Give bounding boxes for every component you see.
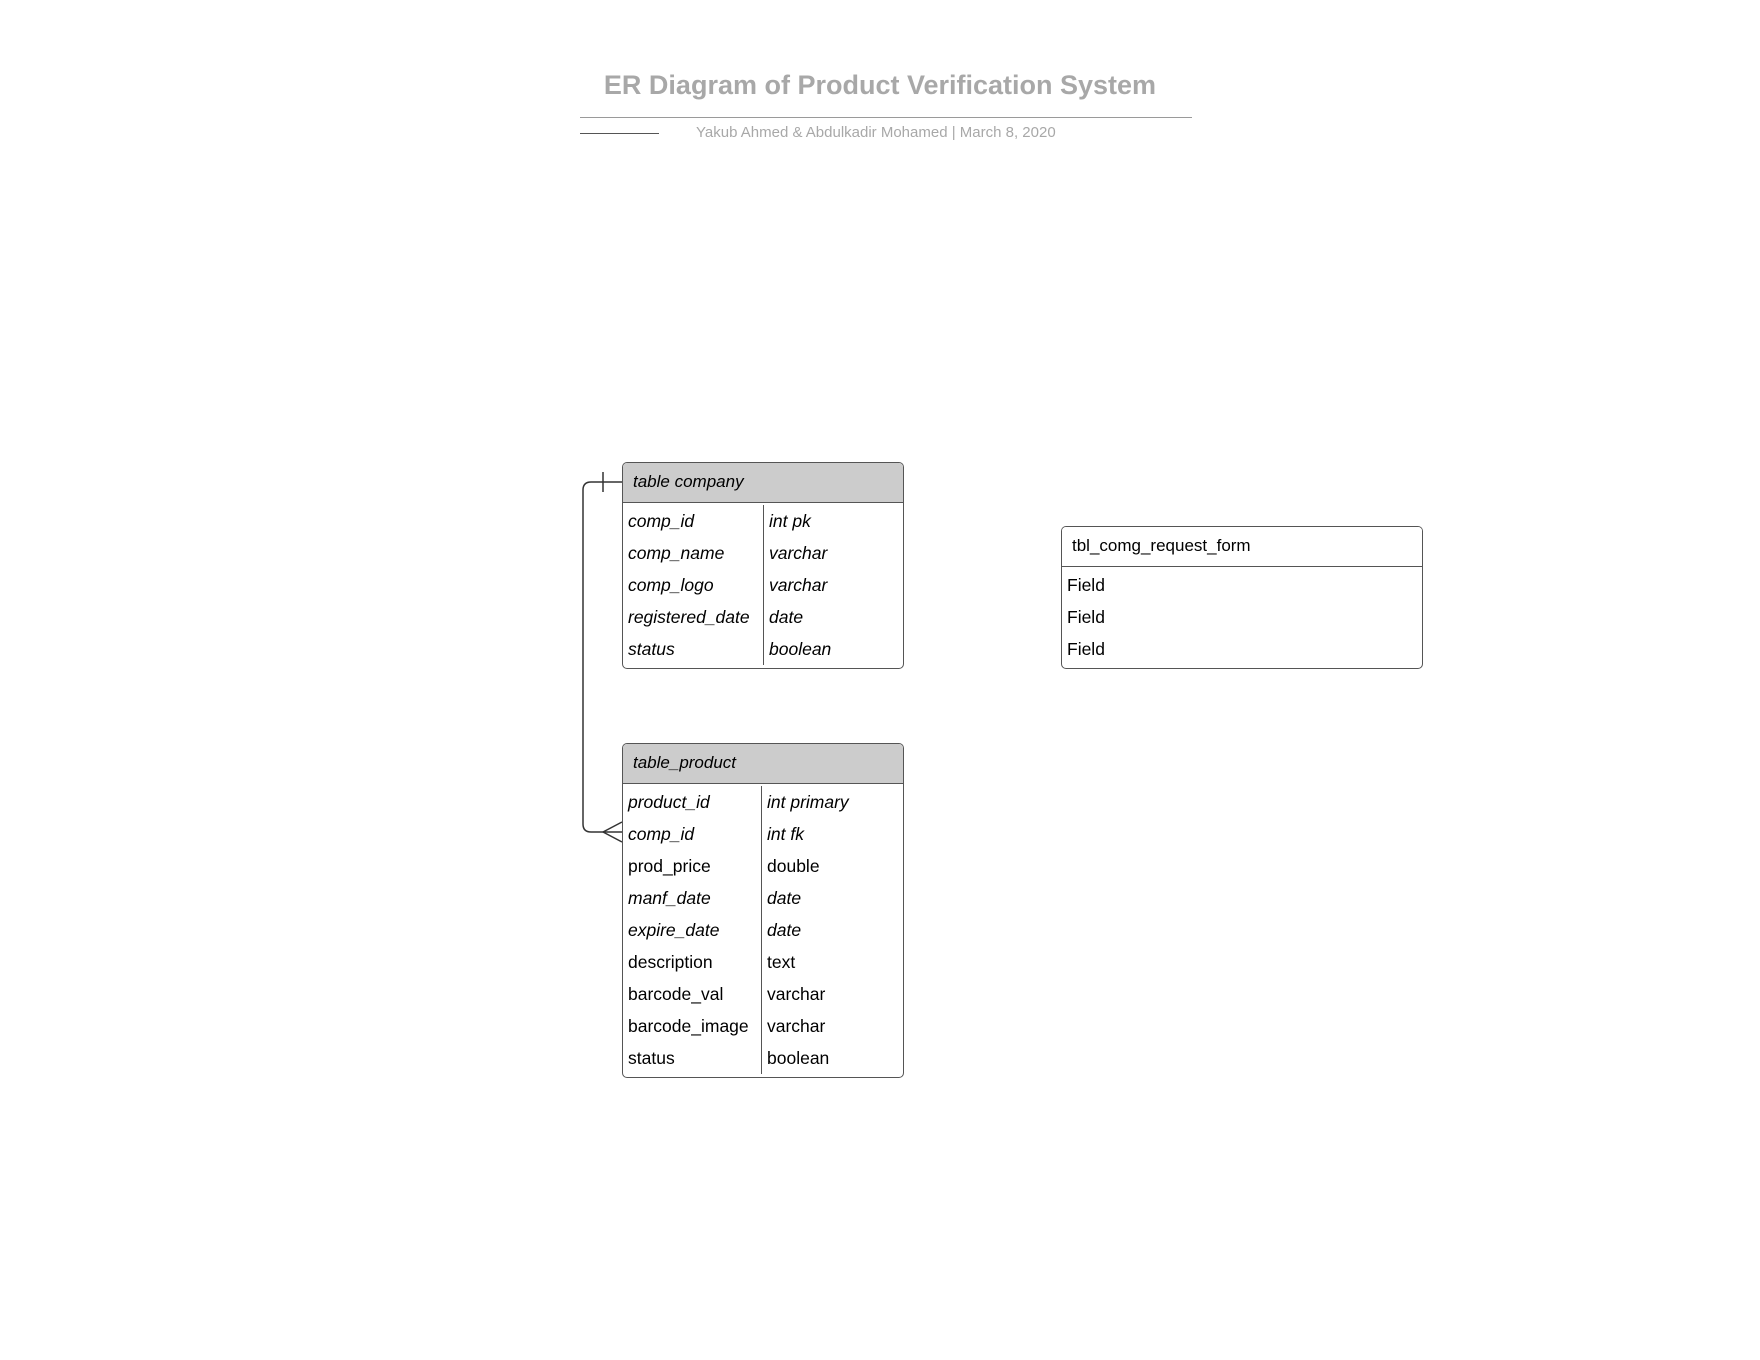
attribute-row <box>623 914 903 946</box>
field-row <box>1062 569 1422 601</box>
attribute-name: status <box>623 633 764 665</box>
attribute-row <box>623 818 903 850</box>
attribute-type: varchar <box>769 575 828 595</box>
entity-fields <box>1062 569 1422 665</box>
attribute-name: comp_id <box>623 505 764 537</box>
attribute-type: int fk <box>767 824 804 844</box>
entity-header: tbl_comg_request_form <box>1062 527 1422 567</box>
attribute-type: int pk <box>769 511 811 531</box>
attribute-name: expire_date <box>623 914 762 946</box>
attribute-type: double <box>767 856 820 876</box>
attribute-row <box>623 569 903 601</box>
attribute-name: barcode_image <box>623 1010 762 1042</box>
attribute-row <box>623 882 903 914</box>
attribute-type: boolean <box>767 1048 830 1068</box>
attribute-row <box>623 505 903 537</box>
entity-tbl-comg-request-form[interactable] <box>1061 526 1423 669</box>
attribute-type: varchar <box>767 984 826 1004</box>
attribute-row <box>623 537 903 569</box>
attribute-name: product_id <box>623 786 762 818</box>
attribute-name: status <box>623 1042 762 1074</box>
attribute-row <box>623 1010 903 1042</box>
attribute-type: varchar <box>769 543 828 563</box>
field-label: Field <box>1067 639 1105 659</box>
entity-table-company[interactable] <box>622 462 904 669</box>
many-crowfoot-lower <box>603 832 622 842</box>
attribute-type: date <box>767 920 802 940</box>
field-row <box>1062 601 1422 633</box>
attribute-type: date <box>767 888 802 908</box>
attribute-row <box>623 601 903 633</box>
relationship-line <box>583 482 622 832</box>
attribute-name: comp_logo <box>623 569 764 601</box>
attribute-row <box>623 978 903 1010</box>
field-row <box>1062 633 1422 665</box>
attribute-name: comp_id <box>623 818 762 850</box>
attribute-name: prod_price <box>623 850 762 882</box>
field-label: Field <box>1067 575 1105 595</box>
entity-attributes <box>623 786 903 1074</box>
attribute-row <box>623 633 903 665</box>
many-crowfoot-upper <box>603 822 622 832</box>
entity-attributes <box>623 505 903 665</box>
attribute-name: manf_date <box>623 882 762 914</box>
diagram-subtitle: Yakub Ahmed & Abdulkadir Mohamed | March 8, 2020 <box>696 124 1056 141</box>
attribute-row <box>623 786 903 818</box>
attribute-name: description <box>623 946 762 978</box>
attribute-row <box>623 850 903 882</box>
attribute-name: registered_date <box>623 601 764 633</box>
attribute-type: int primary <box>767 792 849 812</box>
attribute-type: varchar <box>767 1016 826 1036</box>
entity-table-product[interactable] <box>622 743 904 1078</box>
diagram-title: ER Diagram of Product Verification System <box>603 70 1157 100</box>
attribute-row <box>623 946 903 978</box>
attribute-type: date <box>769 607 804 627</box>
attribute-type: boolean <box>769 639 832 659</box>
attribute-name: barcode_val <box>623 978 762 1010</box>
attribute-type: text <box>767 952 796 972</box>
field-label: Field <box>1067 607 1105 627</box>
entity-header: table_product <box>623 744 903 784</box>
entity-header: table company <box>623 463 903 503</box>
attribute-name: comp_name <box>623 537 764 569</box>
attribute-row <box>623 1042 903 1074</box>
